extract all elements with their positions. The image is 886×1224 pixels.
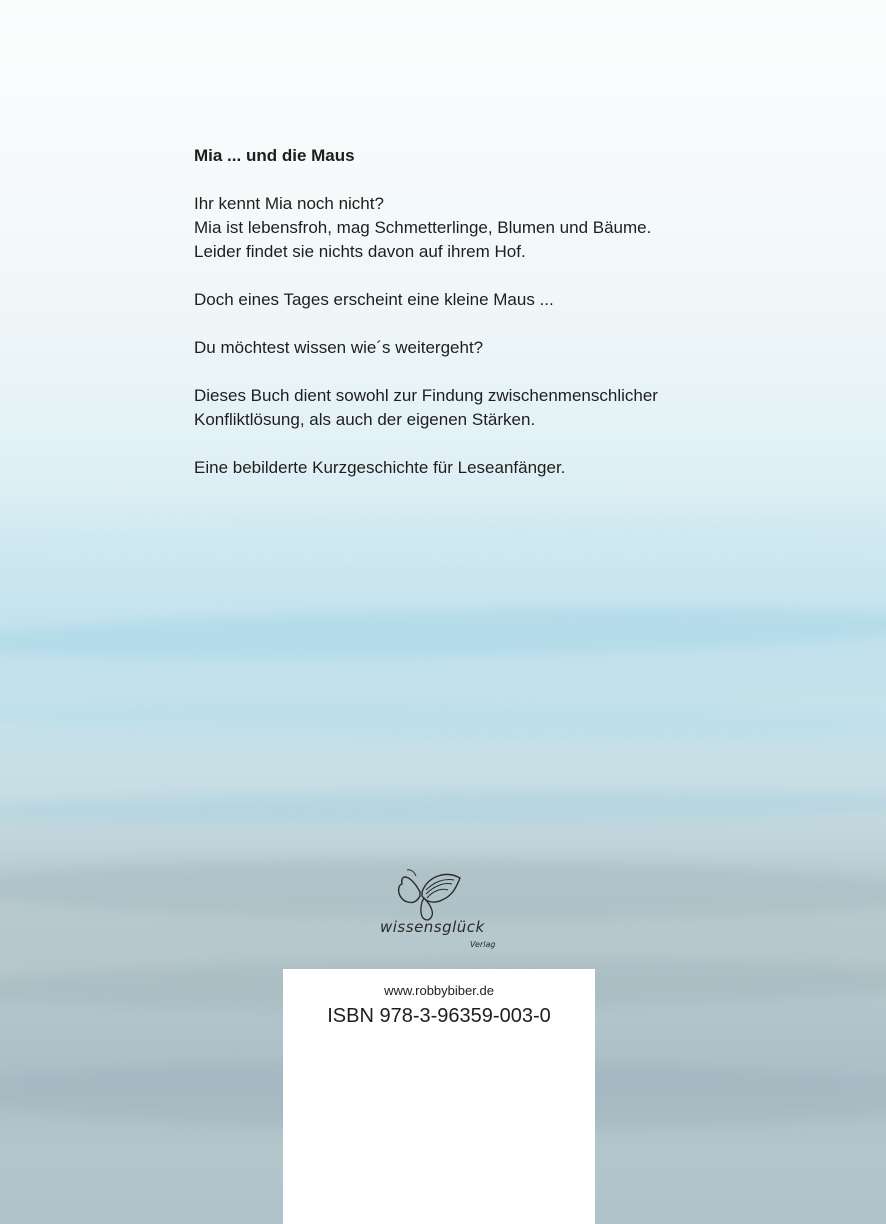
watercolor-wash: [0, 693, 886, 747]
watercolor-wash: [0, 786, 886, 829]
blurb-line: Eine bebilderte Kurzgeschichte für Leseanfänger.: [194, 458, 566, 477]
book-butterfly-icon: [376, 866, 506, 922]
isbn-text: ISBN 978-3-96359-003-0: [327, 1005, 551, 1027]
barcode-area: [283, 969, 595, 1224]
watercolor-wash: [0, 514, 886, 562]
blurb-line: Du möchtest wissen wie´s weitergeht?: [194, 338, 484, 357]
website-text: www.robbybiber.de: [384, 983, 494, 998]
blurb-line: Konfliktlösung, als auch der eigenen Stärken.: [194, 410, 536, 429]
blurb-line: Dieses Buch dient sowohl zur Findung zwischenmenschlicher: [194, 386, 658, 405]
blurb-paragraph-2: [194, 288, 754, 312]
blurb-paragraph-5: [194, 456, 754, 480]
blurb-paragraph-4: [194, 384, 754, 432]
blurb-line: Ihr kennt Mia noch nicht?: [194, 194, 384, 213]
book-title: Mia ... und die Maus: [194, 146, 355, 165]
blurb-line: Mia ist lebensfroh, mag Schmetterlinge, Blumen und Bäume.: [194, 218, 652, 237]
publisher-logo: [376, 866, 506, 956]
publisher-name: wissensglück: [380, 918, 485, 936]
blurb-line: Leider findet sie nichts davon auf ihrem Hof.: [194, 242, 526, 261]
publisher-subtitle: Verlag: [470, 940, 496, 949]
watercolor-wash: [0, 600, 886, 667]
blurb-line: Doch eines Tages erscheint eine kleine Maus ...: [194, 290, 554, 309]
blurb-paragraph-1: [194, 192, 754, 264]
blurb: [194, 144, 754, 504]
blurb-paragraph-3: [194, 336, 754, 360]
